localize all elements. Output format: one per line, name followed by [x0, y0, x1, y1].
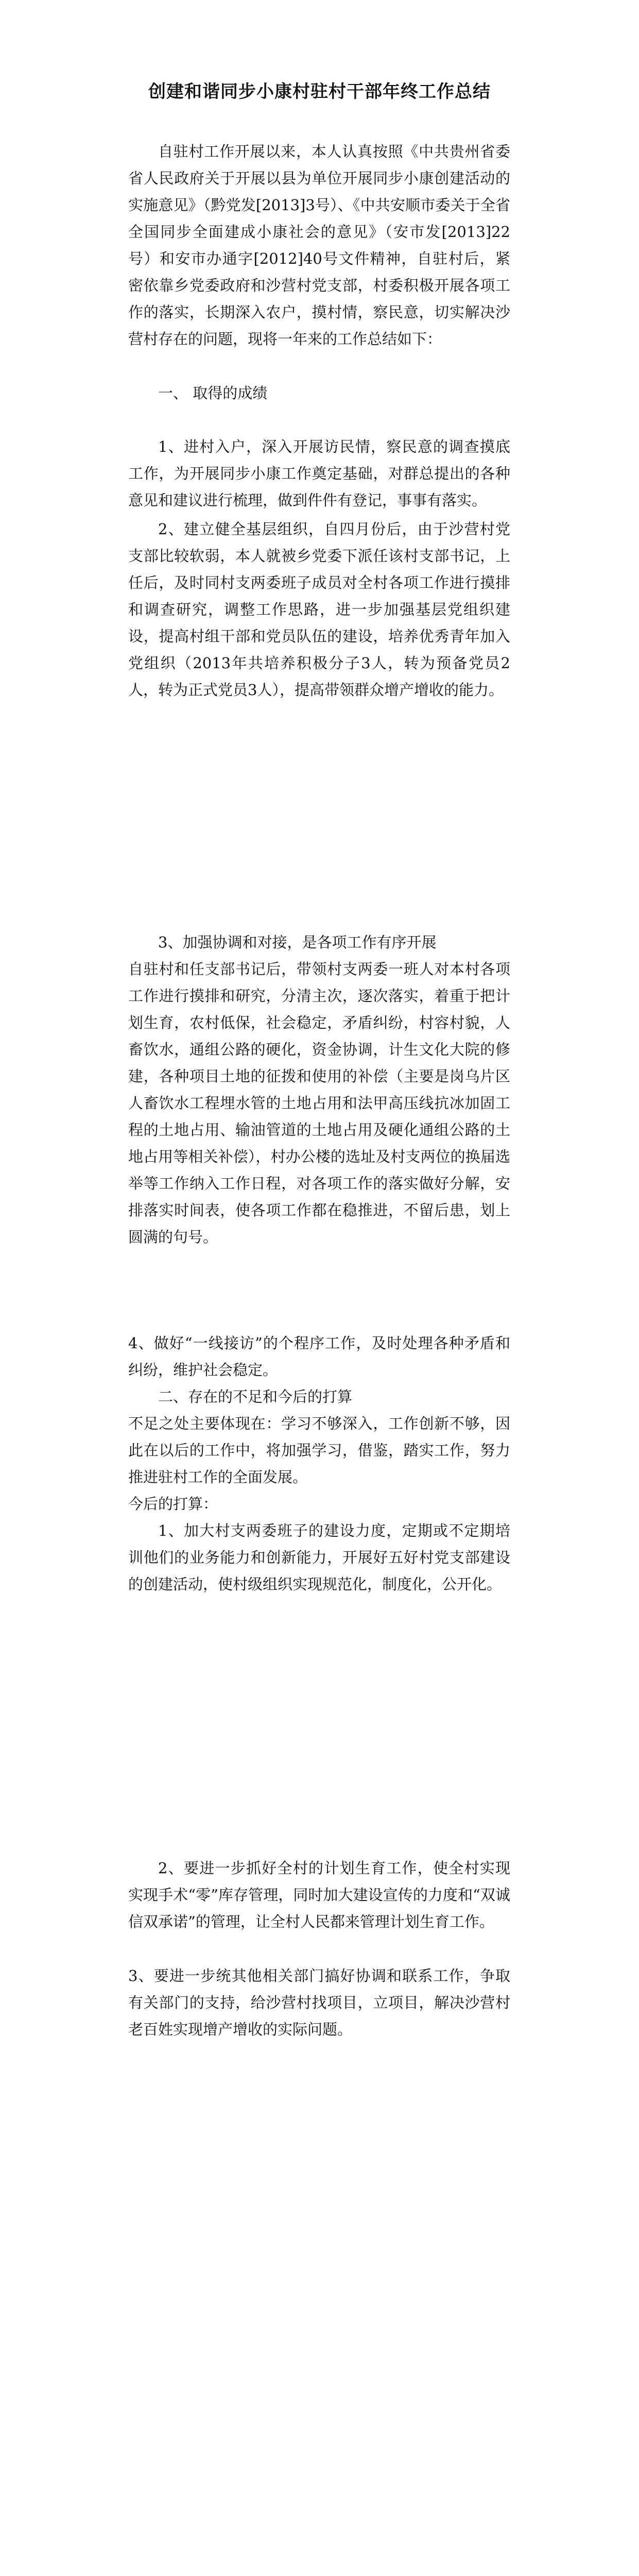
shortcomings-paragraph: 不足之处主要体现在：学习不够深入，工作创新不够，因此在以后的工作中，将加强学习，借鉴，踏实工作，努力推进驻村工作的全面发展。: [128, 1415, 510, 1486]
intro-paragraph: 自驻村工作开展以来，本人认真按照《中共贵州省委省人民政府关于开展以县为单位开展同步小康创建活动的实施意见》（黔党发[2013]3号）、《中共安顺市委关于全省全国同步全面建成小康社会的意见》（安市发[2013]22号）和安市办通字[2012]40号文件精神，自驻村后，紧密依靠乡党委政府和沙营村党支部，村委积极开展各项工作的落实，长期深入农户，摸村情，察民意，切实解决沙营村存在的问题，现将一年来的工作总结如下：: [128, 143, 510, 348]
achievement-item-2: 2、建立健全基层组织，自四月份后，由于沙营村党支部比较软弱，本人就被乡党委下派任该村支部书记，上任后，及时同村支两委班子成员对全村各项工作进行摸排和调查研究，调整工作思路，进一步加强基层党组织建设，提高村组干部和党员队伍的建设，培养优秀青年加入党组织（2013年共培养积极分子3人，转为预备党员2人，转为正式党员3人），提高带领群众增产增收的能力。: [128, 520, 510, 699]
section-heading-achievements: 一、 取得的成绩: [158, 384, 268, 402]
plan-item-3: 3、要进一步统其他相关部门搞好协调和联系工作，争取有关部门的支持，给沙营村找项目，立项目，解决沙营村老百姓实现增产增收的实际问题。: [128, 1967, 510, 2038]
achievement-item-4: 4、做好“一线接访”的个程序工作，及时处理各种矛盾和纠纷，维护社会稳定。: [128, 1334, 510, 1379]
achievement-item-1: 1、进村入户，深入开展访民情，察民意的调查摸底工作，为开展同步小康工作奠定基础，对群总提出的各种意见和建议进行梳理，做到件件有登记，事事有落实。: [128, 438, 510, 509]
achievement-item-3-body: 自驻村和任支部书记后，带领村支两委一班人对本村各项工作进行摸排和研究，分清主次，逐次落实，着重于把计划生育，农村低保，社会稳定，矛盾纠纷，村容村貌，人畜饮水，通组公路的硬化，资金协调，计生文化大院的修建，各种项目土地的征拨和使用的补偿（主要是岗乌片区人畜饮水工程埋水管的土地占用和法甲高压线抗冰加固工程的土地占用、输油管道的土地占用及硬化通组公路的土地占用等相关补偿），村办公楼的选址及村支两位的换届选举等工作纳入工作日程，对各项工作的落实做好分解，安排落实时间表，使各项工作都在稳推进，不留后患，划上圆满的句号。: [128, 960, 510, 1246]
plan-item-1: 1、加大村支两委班子的建设力度，定期或不定期培训他们的业务能力和创新能力，开展好五好村党支部建设的创建活动，使村级组织实现规范化，制度化，公开化。: [128, 1522, 510, 1593]
achievement-item-3-heading: 3、加强协调和对接，是各项工作有序开展: [158, 934, 437, 951]
plans-heading: 今后的打算：: [128, 1495, 218, 1513]
section-heading-shortcomings: 二、存在的不足和今后的打算: [158, 1388, 353, 1405]
plan-item-2: 2、要进一步抓好全村的计划生育工作，使全村实现实现手术“零”库存管理，同时加大建设宣传的力度和“双诚信双承诺”的管理，让全村人民都来管理计划生育工作。: [128, 1859, 510, 1930]
document-title: 创建和谐同步小康村驻村干部年终工作总结: [148, 81, 491, 102]
